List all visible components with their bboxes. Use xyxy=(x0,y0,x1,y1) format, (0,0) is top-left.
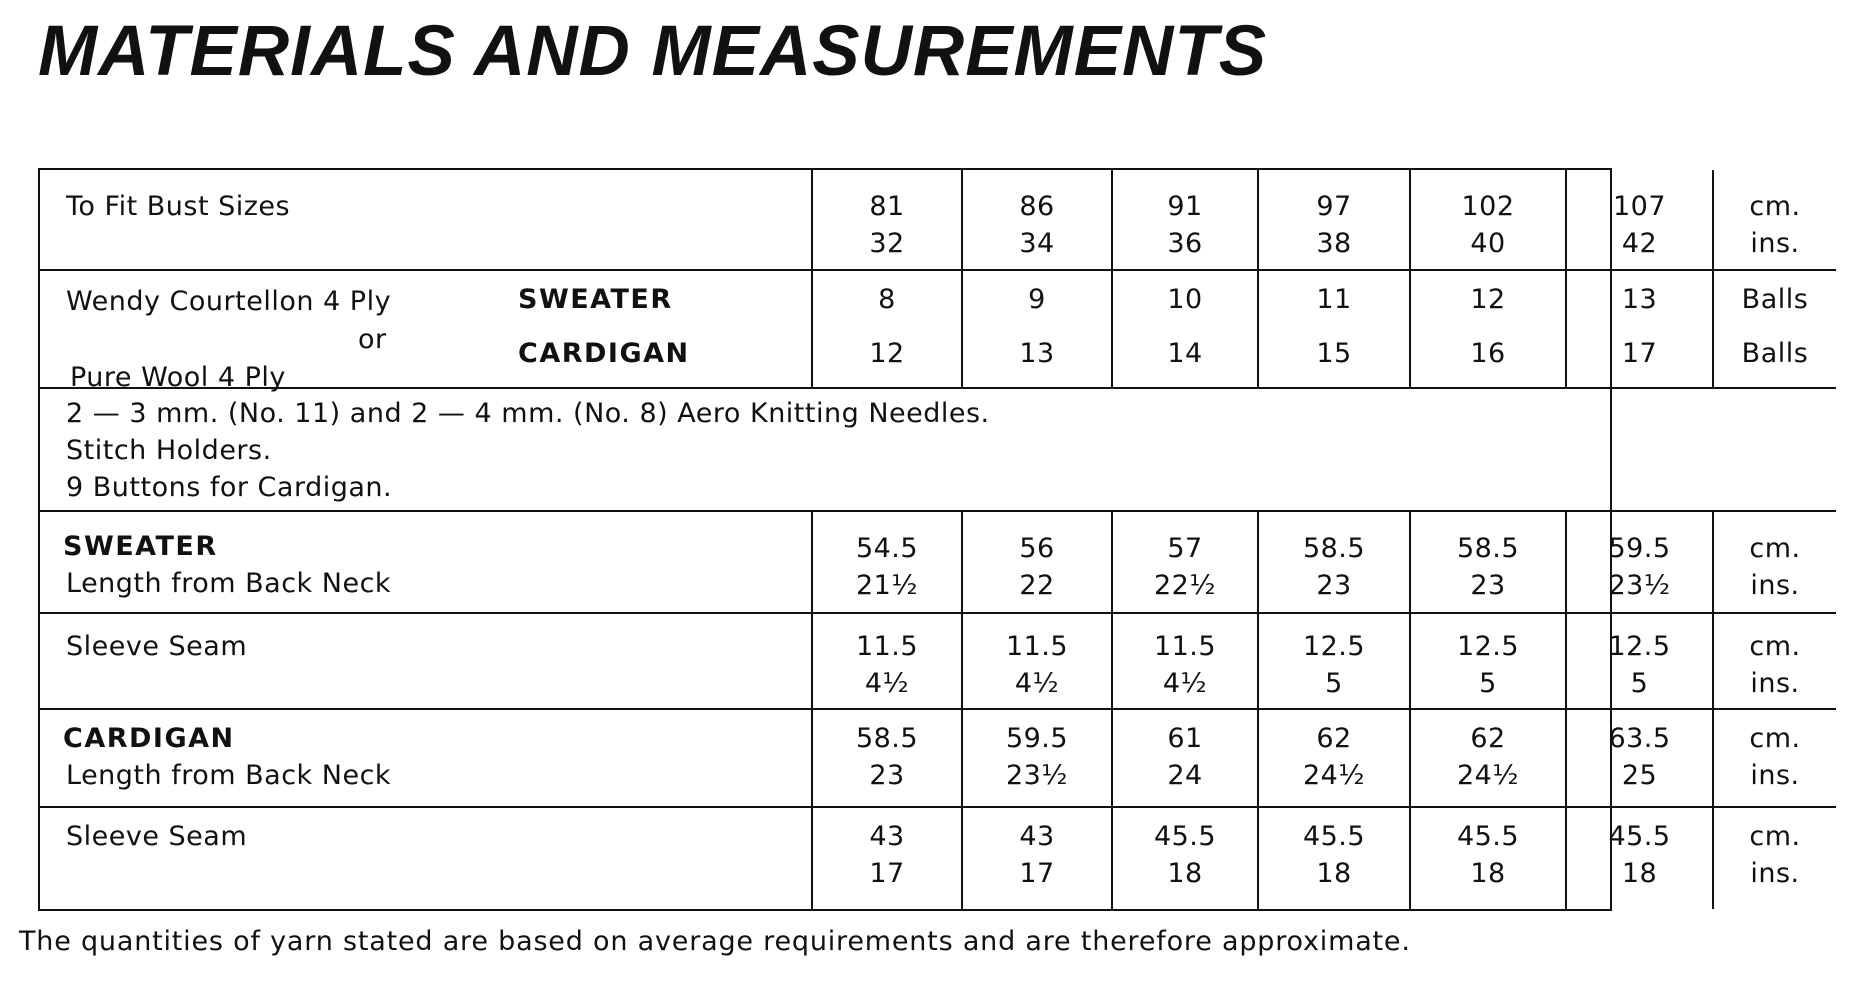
measure-cell: 58.5 23 xyxy=(812,709,962,807)
bust-sizes-row xyxy=(40,170,1836,270)
cardigan-length-label-cell xyxy=(40,709,812,807)
size-cell: 97 38 xyxy=(1258,170,1410,270)
measure-cell: 62 24½ xyxy=(1410,709,1566,807)
measure-cell: 11.5 4½ xyxy=(812,613,962,709)
unit-cell: cm. ins. xyxy=(1713,613,1836,709)
measure-cell: 45.5 18 xyxy=(1258,807,1410,909)
measure-cell: 56 22 xyxy=(962,511,1112,613)
measure-cell: 43 17 xyxy=(812,807,962,909)
measure-cell: 45.5 18 xyxy=(1566,807,1713,909)
cardigan-sleeve-row xyxy=(40,807,1836,909)
sweater-length-label-cell xyxy=(40,511,812,613)
sweater-sleeve-row xyxy=(40,613,1836,709)
unit-cell: cm. ins. xyxy=(1713,807,1836,909)
yarn-row xyxy=(40,270,1836,388)
balls-cell: 12 16 xyxy=(1410,270,1566,388)
measure-cell: 12.5 5 xyxy=(1566,613,1713,709)
balls-cell: 8 12 xyxy=(812,270,962,388)
cardigan-garment-label: CARDIGAN xyxy=(518,338,690,369)
size-cell: 91 36 xyxy=(1112,170,1258,270)
page-title: MATERIALS AND MEASUREMENTS xyxy=(38,12,1268,91)
balls-cell: 10 14 xyxy=(1112,270,1258,388)
sweater-heading: SWEATER xyxy=(63,531,218,562)
cardigan-length-row xyxy=(40,709,1836,807)
size-cell: 102 40 xyxy=(1410,170,1566,270)
needles-line: 2 — 3 mm. (No. 11) and 2 — 4 mm. (No. 8) Aero Knitting Needles. xyxy=(66,398,990,429)
unit-cell: cm. ins. xyxy=(1713,511,1836,613)
measure-cell: 61 24 xyxy=(1112,709,1258,807)
sweater-garment-label: SWEATER xyxy=(518,284,673,315)
balls-cell: 13 17 xyxy=(1566,270,1713,388)
measure-cell: 54.5 21½ xyxy=(812,511,962,613)
measure-cell: 63.5 25 xyxy=(1566,709,1713,807)
length-label: Length from Back Neck xyxy=(66,760,392,791)
size-cell: 107 42 xyxy=(1566,170,1713,270)
measure-cell: 12.5 5 xyxy=(1410,613,1566,709)
sleeve-seam-label: Sleeve Seam xyxy=(40,613,812,709)
measure-cell: 12.5 5 xyxy=(1258,613,1410,709)
yarn-label-cell xyxy=(40,270,812,393)
measure-cell: 59.5 23½ xyxy=(962,709,1112,807)
unit-cell: cm. ins. xyxy=(1713,709,1836,807)
yarn-name-1: Wendy Courtellon 4 Ply xyxy=(66,286,392,317)
measure-cell: 11.5 4½ xyxy=(962,613,1112,709)
measure-cell: 59.5 23½ xyxy=(1566,511,1713,613)
measure-cell: 45.5 18 xyxy=(1112,807,1258,909)
measure-cell: 58.5 23 xyxy=(1410,511,1566,613)
measure-cell: 62 24½ xyxy=(1258,709,1410,807)
measure-cell: 11.5 4½ xyxy=(1112,613,1258,709)
size-cell: 86 34 xyxy=(962,170,1112,270)
measure-cell: 57 22½ xyxy=(1112,511,1258,613)
sleeve-seam-label: Sleeve Seam xyxy=(40,807,812,909)
bust-sizes-label: To Fit Bust Sizes xyxy=(66,191,291,222)
needles-row xyxy=(40,388,1836,511)
stitch-holders-line: Stitch Holders. xyxy=(66,435,272,466)
cardigan-heading: CARDIGAN xyxy=(63,723,235,754)
measurements-table xyxy=(38,168,1809,911)
balls-cell: 11 15 xyxy=(1258,270,1410,388)
yarn-or: or xyxy=(358,324,387,355)
measure-cell: 45.5 18 xyxy=(1410,807,1566,909)
needles-cell xyxy=(40,388,1836,511)
footnote: The quantities of yarn stated are based on average requirements and are therefore approximate. xyxy=(19,926,1411,957)
sweater-length-row xyxy=(40,511,1836,613)
length-label: Length from Back Neck xyxy=(66,568,392,599)
measure-cell: 43 17 xyxy=(962,807,1112,909)
balls-cell: 9 13 xyxy=(962,270,1112,388)
unit-cell: Balls Balls xyxy=(1713,270,1836,388)
measure-cell: 58.5 23 xyxy=(1258,511,1410,613)
buttons-line: 9 Buttons for Cardigan. xyxy=(66,472,393,503)
yarn-name-2: Pure Wool 4 Ply xyxy=(70,362,286,393)
size-cell: 81 32 xyxy=(812,170,962,270)
unit-cell: cm. ins. xyxy=(1713,170,1836,270)
